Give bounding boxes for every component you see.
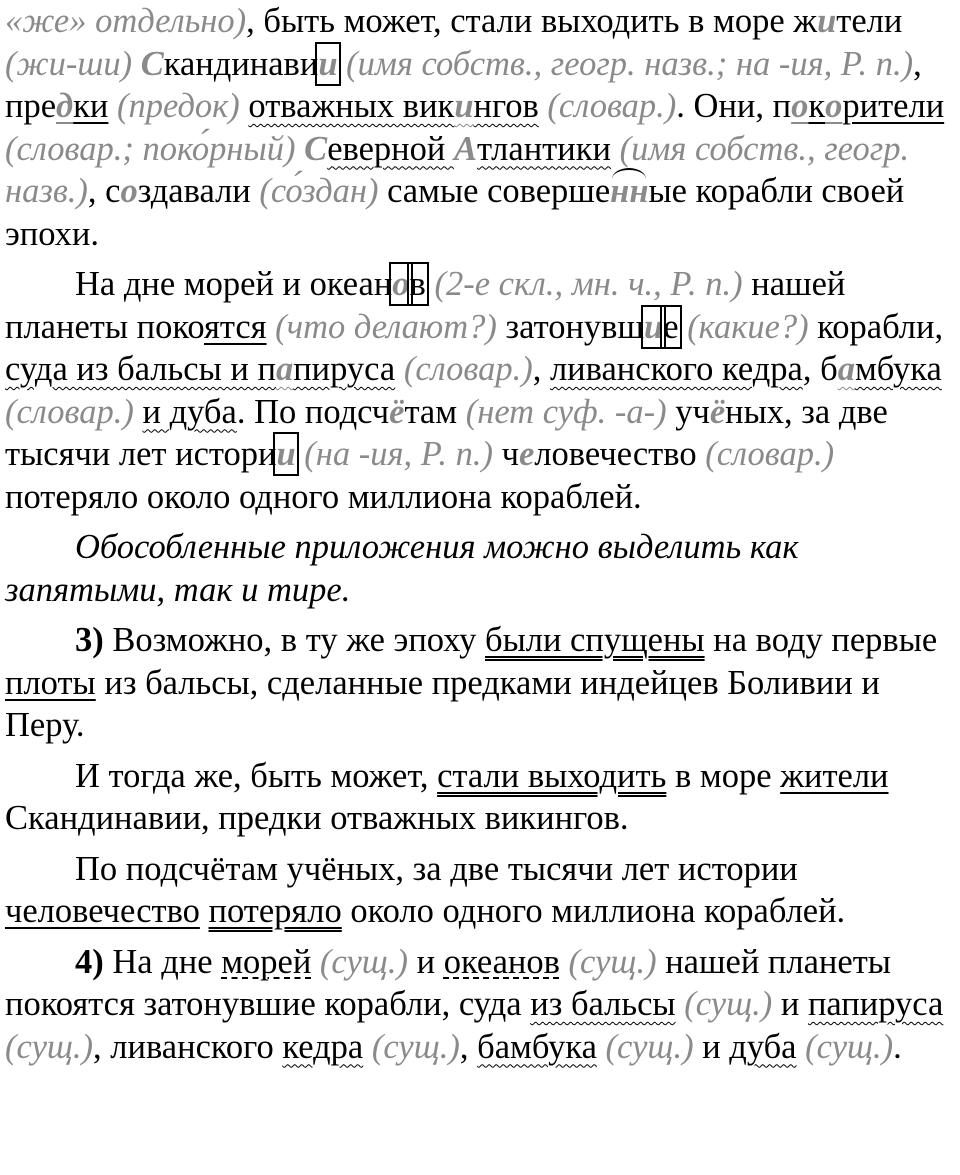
attribute: дуба [729, 1027, 797, 1066]
paragraph-6 [5, 848, 960, 933]
text: И тогда же, быть может, [75, 756, 438, 795]
text: корабли, [817, 307, 944, 346]
spelling-letter: е [519, 435, 535, 473]
text: пируса [293, 350, 396, 388]
text: . По подсч [236, 392, 390, 431]
note: (со́здан) [250, 172, 388, 210]
spelling-letter: о [825, 87, 843, 125]
note: (2-е скл., мн. ч., Р. п.) [425, 265, 752, 303]
text: ые корабли своей эпохи. [5, 172, 905, 253]
text: , с [87, 172, 121, 210]
text: нгов [473, 87, 539, 125]
text: и дуба [142, 392, 237, 431]
text: кандинави [163, 44, 319, 83]
text: и [772, 985, 808, 1023]
note: (словар.) [395, 350, 533, 388]
attribute: папируса [807, 985, 944, 1023]
text: нашей планеты покоятся затонувшие корабли, суда [5, 942, 891, 1023]
spelling-letter: о [791, 87, 809, 125]
spelling-letter: а [837, 350, 855, 388]
note: «же» отдельно) [5, 2, 247, 40]
paragraph-5 [5, 755, 960, 840]
ending-box: и [276, 435, 296, 473]
text: и [407, 942, 444, 981]
text: , ливанского [93, 1027, 283, 1066]
spelling-letter: А [453, 129, 477, 168]
note: (словар.) [5, 392, 143, 431]
paragraph-4 [5, 619, 960, 747]
text: на воду первые [704, 621, 938, 659]
paragraph-3-rule: Обособленные приложения можно выделить как запятыми, так и тире. [5, 528, 799, 609]
spelling-letter: С [304, 129, 328, 168]
ending-box: е [663, 307, 679, 346]
text: уч [675, 392, 710, 431]
text: и [693, 1027, 730, 1066]
note: (сущ.) [596, 1027, 694, 1066]
adverbial: морей [221, 942, 312, 981]
text: На дне морей и океан [75, 265, 393, 303]
note: (какие?) [678, 307, 818, 346]
text: отважных вик [248, 87, 455, 125]
text: мбука [854, 350, 942, 388]
text [200, 892, 209, 930]
text: здавали [137, 172, 251, 210]
text: самые соверше [387, 172, 611, 210]
text: ных, за две тысячи лет истори [5, 392, 888, 473]
spelling-letter: ё [389, 392, 405, 431]
text: ловечество [534, 435, 697, 473]
text: там [404, 392, 458, 431]
ending-box: и [318, 44, 338, 83]
note: (на -ия, Р. п.) [295, 435, 502, 473]
note: (сущ.) [363, 1027, 460, 1066]
adverbial: океанов [443, 942, 560, 981]
ending-box: в [409, 265, 426, 303]
ending-box: и [644, 307, 664, 346]
subject: человечество [5, 892, 200, 930]
note: (предок) [108, 87, 249, 125]
text: Возможно, в ту же эпоху [103, 621, 486, 659]
text: ч [501, 435, 520, 473]
text: к [808, 87, 826, 125]
spelling-letter: а [275, 350, 294, 388]
note: (сущ.) [311, 942, 408, 981]
text: . [893, 1027, 902, 1066]
text: суда из бальсы и п [5, 350, 276, 388]
text: Скандинавии, предки отважных викингов. [5, 799, 629, 837]
text: около одного миллиона кораблей. [341, 892, 846, 930]
ending-box: о [392, 265, 410, 303]
note: (нет суф. -а-) [457, 392, 676, 431]
text: По подсчётам учёных, за две тысячи лет истории [75, 849, 798, 888]
note: (имя собств., геогр. назв.) [5, 129, 910, 210]
text: На дне [103, 942, 222, 981]
subject: плоты [5, 663, 96, 702]
text: тлантики [476, 129, 611, 168]
paragraph-1 [5, 0, 960, 255]
spelling-letter: д [56, 87, 74, 125]
suffix-arc: нн [610, 170, 648, 213]
text: рители [842, 87, 945, 125]
predicate: стали выходить [437, 756, 667, 795]
text: ки [73, 87, 109, 125]
text: , быть может, стали выходить в море ж [246, 2, 818, 40]
note: (жи-ши) [5, 44, 141, 83]
text: . Они, п [676, 87, 792, 125]
spelling-letter: С [140, 44, 164, 83]
note: (имя собств., геогр. назв.; на -ия, Р. п.) [337, 44, 914, 83]
note: (что делают?) [266, 307, 506, 346]
item-number: 3) [75, 621, 104, 659]
note: (сущ.) [796, 1027, 894, 1066]
text: еверной [327, 129, 454, 168]
predicate: были спущены [485, 621, 705, 659]
text: в море [666, 756, 781, 795]
paragraph-2 [5, 263, 960, 518]
note: (словар.) [538, 87, 677, 125]
text: из бальсы, сделанные предками индейцев Боливии и Перу. [5, 663, 880, 744]
attribute: бамбука [477, 1027, 597, 1066]
note: (словар.) [696, 435, 835, 473]
text: , [459, 1027, 478, 1066]
note: (сущ.) [559, 942, 657, 981]
subject: жители [780, 756, 889, 795]
spelling-letter: ё [709, 392, 726, 431]
text: ливанского кедра [549, 350, 803, 388]
text: затонувш [505, 307, 645, 346]
text: ятся [203, 307, 267, 346]
attribute: кедра [282, 1027, 364, 1066]
spelling-letter: и [454, 87, 474, 125]
note: (сущ.) [675, 985, 773, 1023]
text: тели [836, 2, 903, 40]
predicate: потеряло [208, 892, 342, 930]
note: (сущ.) [5, 1027, 94, 1066]
spelling-letter: и [817, 2, 837, 40]
item-number: 4) [75, 942, 104, 981]
text: , пре [5, 44, 922, 125]
paragraph-7 [5, 941, 960, 1069]
attribute: из бальсы [530, 985, 676, 1023]
note: (словар.; поко́рный) [5, 129, 305, 168]
spelling-letter: о [120, 172, 138, 210]
text: нашей планеты поко [5, 265, 846, 346]
text: потеряло около одного миллиона кораблей. [5, 477, 642, 516]
text: , б [802, 350, 838, 388]
text: , [532, 350, 550, 388]
